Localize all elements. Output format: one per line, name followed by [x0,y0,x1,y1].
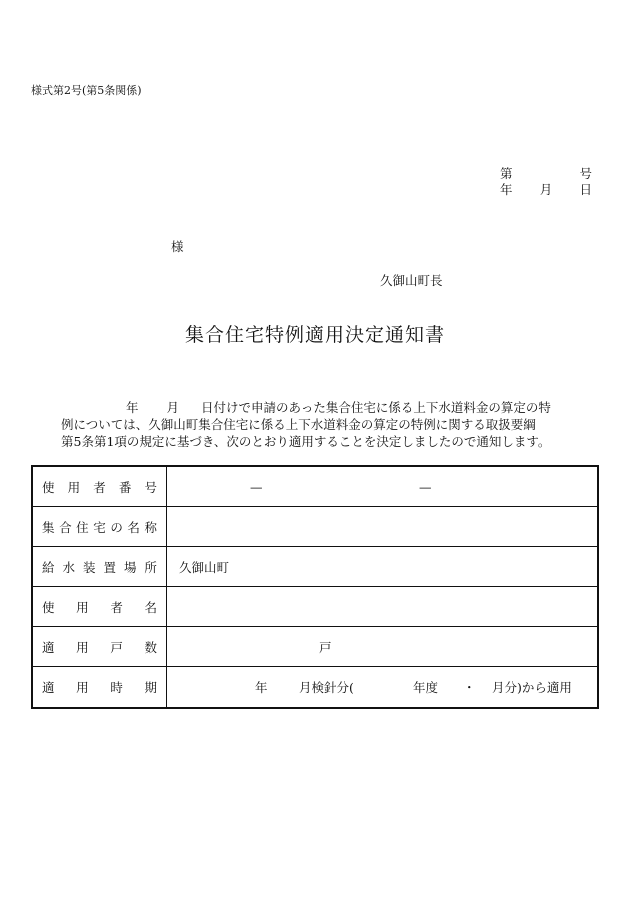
row-value-user-name [167,587,597,626]
label-char: 水 [62,559,75,575]
document-number [500,166,592,182]
recipient-honorific: 様 [171,239,184,254]
label-char: 期 [144,680,157,695]
body-line-2: 例については、久御山町集合住宅に係る上下水道料金の算定の特例に関する取扱要綱 [61,417,536,432]
apply-period-meter-month: 月検針分( [299,680,354,695]
row-value-apply-period [167,667,597,707]
body-line-1-text: 日付けで申請のあった集合住宅に係る上下水道料金の算定の特 [201,400,551,415]
supply-location-town: 久御山町 [179,559,230,575]
body-paragraph [61,399,581,450]
label-char: 戸 [110,639,123,655]
label-char: 時 [110,680,123,695]
document-number-suffix: 号 [579,166,592,181]
row-label-user-number [33,467,167,506]
label-char: 使 [42,599,55,615]
document-title: 集合住宅特例適用決定通知書 [184,324,445,346]
document-number-prefix: 第 [500,166,513,181]
issuer-name: 久御山町長 [380,273,443,288]
table-row-user-number [33,467,597,507]
label-char: 装 [82,559,96,575]
label-char: 所 [144,559,157,575]
label-char: 合 [59,519,72,535]
user-number-dash-1: — [250,479,263,494]
label-char: の [110,519,123,535]
body-month-label: 月 [166,400,180,415]
date-day-label: 日 [579,182,592,197]
user-number-dash-2: — [419,479,432,494]
apply-period-month-from: 月分)から適用 [492,680,572,695]
row-value-user-number [167,467,597,506]
label-char: 集 [42,519,55,535]
unit-count-suffix: 戸 [319,639,332,655]
table-row-apply-period [33,667,597,707]
apply-period-fiscal-year: 年度 [413,680,439,695]
row-value-building-name [167,507,597,546]
label-char: 称 [144,519,157,535]
label-char: 給 [42,559,55,575]
label-char: 用 [67,479,81,495]
form-number-label: 様式第2号(第5条関係) [31,84,142,97]
date-year-label: 年 [500,182,513,197]
document-date [500,182,592,198]
label-char: 名 [127,519,140,535]
table-row-user-name [33,587,597,627]
row-label-apply-period [33,667,167,707]
label-char: 者 [110,599,123,615]
row-label-user-name [33,587,167,626]
label-char: 者 [93,479,106,495]
body-line-3: 第5条第1項の規定に基づき、次のとおり適用することを決定しましたので通知します。 [61,434,551,449]
label-char: 名 [144,599,157,615]
body-year-label: 年 [126,400,139,415]
body-line-1 [61,399,581,416]
row-value-unit-count [167,627,597,666]
label-char: 用 [76,639,89,655]
row-label-supply-location [33,547,167,586]
label-char: 場 [123,559,137,575]
label-char: 使 [42,479,55,495]
row-label-building-name [33,507,167,546]
label-char: 置 [103,559,116,575]
apply-period-separator: ・ [463,680,476,695]
label-char: 号 [144,479,157,495]
table-row-unit-count [33,627,597,667]
label-char: 適 [42,639,55,655]
label-char: 用 [76,599,89,615]
table-row-building-name [33,507,597,547]
table-row-supply-location [33,547,597,587]
label-char: 数 [144,639,157,655]
label-char: 適 [42,680,55,695]
row-label-unit-count [33,627,167,666]
label-char: 宅 [93,519,106,535]
row-value-supply-location [167,547,597,586]
label-char: 住 [76,519,89,535]
label-char: 用 [76,680,89,695]
apply-period-year: 年 [255,680,268,695]
detail-table [31,465,599,709]
label-char: 番 [118,479,132,495]
date-month-label: 月 [539,182,553,197]
